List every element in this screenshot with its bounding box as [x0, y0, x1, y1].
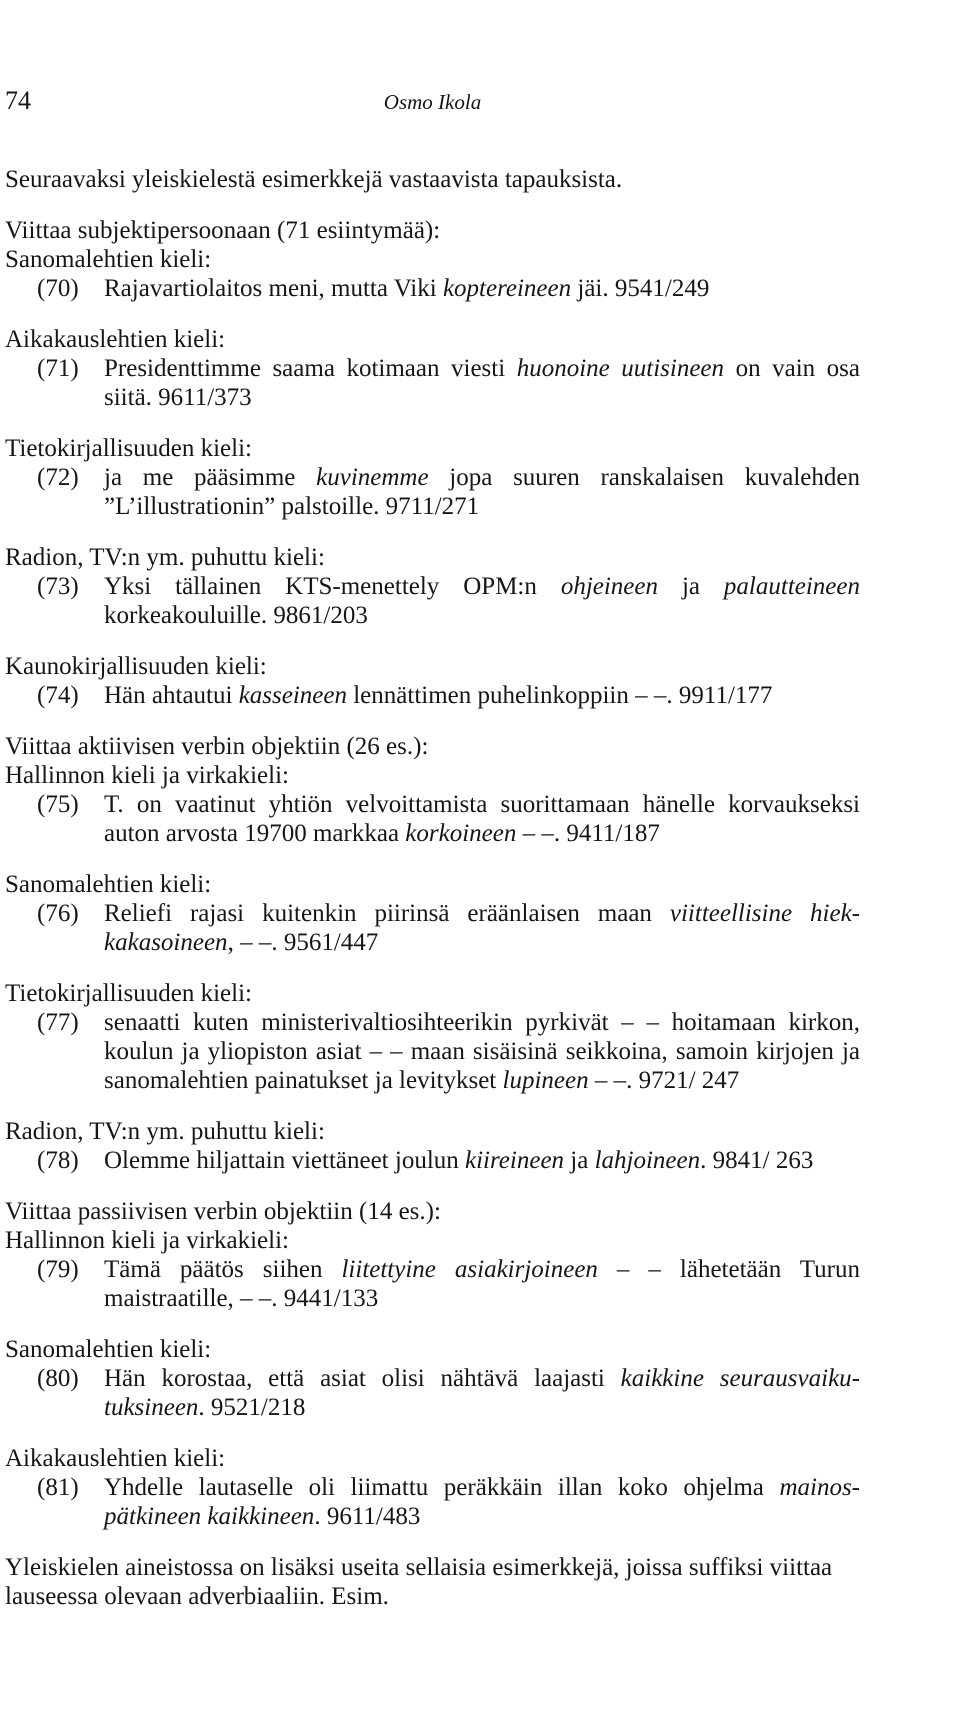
- example-text: [104, 681, 860, 710]
- text-run: ja: [658, 573, 724, 600]
- register-label: Tietokirjallisuuden kieli:: [5, 980, 252, 1007]
- text-run: Tämä päätös siihen: [104, 1256, 342, 1283]
- text-run: Hän ahtautui: [104, 682, 239, 709]
- register-label: Hallinnon kieli ja virkakieli:: [5, 1227, 289, 1254]
- text-run: ja me pääsimme: [104, 464, 317, 491]
- text-run: . 9611/483: [314, 1503, 421, 1530]
- text-run: ja: [564, 1147, 595, 1174]
- example-text: [104, 1146, 860, 1175]
- example-number: (74): [37, 682, 79, 709]
- text-run: , – –. 9561/447: [227, 929, 379, 956]
- example-number: (76): [37, 900, 79, 927]
- example-item: [5, 1473, 860, 1531]
- text-run: jäi. 9541/249: [571, 275, 710, 302]
- example-item: [5, 790, 860, 848]
- italic-term: koptereineen: [442, 275, 572, 302]
- text-run: Yhdelle lautaselle oli liimattu peräkkäin illan koko ohjelma: [104, 1474, 780, 1501]
- example-item: [5, 463, 860, 521]
- example-sections: [5, 216, 860, 1531]
- running-title: Osmo Ikola: [383, 90, 482, 114]
- example-text: [104, 1255, 860, 1313]
- example-text: [104, 1008, 860, 1095]
- page-header: [5, 86, 860, 126]
- example-text: [104, 1473, 860, 1531]
- example-item: [5, 274, 860, 303]
- italic-term: palautteineen: [723, 573, 860, 600]
- section-heading: Viittaa aktiivisen verbin objektiin (26 es.):: [5, 733, 429, 760]
- example-item: [5, 572, 860, 630]
- register-label: Radion, TV:n ym. puhuttu kieli:: [5, 1118, 325, 1145]
- example-item: [5, 354, 860, 412]
- example-item: [5, 1008, 860, 1095]
- text-run: Yksi tällainen KTS-menettely OPM:n: [104, 573, 561, 600]
- text-run: T. on vaatinut yhtiön velvoittamista suorittamaan hänelle korvaukseksi auton arvosta 19700 markkaa: [104, 791, 860, 847]
- example-text: [104, 1364, 860, 1422]
- text-run: on vain osa siitä. 9611/373: [104, 355, 861, 411]
- text-run: . 9521/218: [198, 1394, 306, 1421]
- register-label: Sanomalehtien kieli:: [5, 871, 212, 898]
- example-text: [104, 790, 860, 848]
- italic-term: ohjeineen: [560, 573, 658, 600]
- example-number: (73): [37, 573, 79, 600]
- example-number: (81): [37, 1474, 79, 1501]
- example-number: (80): [37, 1365, 79, 1392]
- example-number: (75): [37, 791, 79, 818]
- register-label: Aikakauslehtien kieli:: [5, 326, 226, 353]
- example-number: (71): [37, 355, 79, 382]
- text-run: Olemme hiljattain viettäneet joulun: [104, 1147, 466, 1174]
- example-number: (77): [37, 1009, 79, 1036]
- text-run: Hän korostaa, että asiat olisi nähtävä laajasti: [104, 1365, 621, 1392]
- text-run: senaatti kuten ministerivaltiosihteerikin pyrkivät – – hoitamaan kirkon, koulun ja yliopiston asiat – – maan sisäisinä seikkoina, samoin kirjojen ja sanomalehtien painatukset ja levitykset: [104, 1009, 860, 1094]
- example-item: [5, 1364, 860, 1422]
- intro-paragraph: Seuraavaksi yleiskielestä esimerkkejä vastaavista tapauksista.: [5, 166, 623, 193]
- example-number: (72): [37, 464, 79, 491]
- text-run: . 9841/ 263: [700, 1147, 814, 1174]
- text-run: Reliefi rajasi kuitenkin piirinsä eräänlaisen maan: [104, 900, 670, 927]
- example-item: [5, 899, 860, 957]
- example-text: [104, 274, 860, 303]
- italic-term: kaikkine seurausvaikutuksineen: [104, 1365, 860, 1421]
- example-number: (78): [37, 1147, 79, 1174]
- body-text: [5, 165, 860, 1611]
- italic-term: huonoine uutisineen: [516, 355, 725, 382]
- page-number: 74: [5, 86, 31, 115]
- text-run: – –. 9411/187: [516, 820, 660, 847]
- text-run: – – lähetetään Turun maistraatille, – –. 9441/133: [104, 1256, 860, 1312]
- example-item: [5, 681, 860, 710]
- text-run: – –. 9721/ 247: [588, 1067, 740, 1094]
- example-number: (70): [37, 275, 79, 302]
- register-label: Aikakauslehtien kieli:: [5, 1445, 226, 1472]
- register-label: Sanomalehtien kieli:: [5, 1336, 212, 1363]
- example-text: [104, 354, 860, 412]
- text-run: korkeakouluille. 9861/203: [104, 602, 368, 629]
- example-item: [5, 1146, 860, 1175]
- section-heading: Viittaa passiivisen verbin objektiin (14 es.):: [5, 1198, 441, 1225]
- example-text: [104, 899, 860, 957]
- italic-term: lupineen: [502, 1067, 589, 1094]
- italic-term: lahjoineen: [594, 1147, 701, 1174]
- italic-term: kiireineen: [465, 1147, 565, 1174]
- text-run: Presidenttimme saama kotimaan viesti: [104, 355, 517, 382]
- italic-term: liitettyine asiakirjoineen: [341, 1256, 598, 1283]
- text-run: lennättimen puhelinkoppiin – –. 9911/177: [346, 682, 773, 709]
- italic-term: viitteellisine hiekkakasoineen: [104, 900, 860, 956]
- outro-paragraph: Yleiskielen aineistossa on lisäksi useita sellaisia esimerkkejä, joissa suffiksi viittaa lauseessa olevaan adverbiaaliin. Esim.: [5, 1554, 833, 1610]
- text-run: jopa suuren ranskalaisen kuvalehden ”L’illustrationin” palstoille. 9711/271: [104, 464, 860, 520]
- italic-term: korkoineen: [405, 820, 517, 847]
- example-text: [104, 572, 860, 630]
- text-run: Rajavartiolaitos meni, mutta Viki: [104, 275, 443, 302]
- example-number: (79): [37, 1256, 79, 1283]
- example-item: [5, 1255, 860, 1313]
- italic-term: kuvinemme: [316, 464, 429, 491]
- register-label: Hallinnon kieli ja virkakieli:: [5, 762, 289, 789]
- register-label: Sanomalehtien kieli:: [5, 246, 212, 273]
- section-heading: Viittaa subjektipersoonaan (71 esiintymää):: [5, 217, 441, 244]
- register-label: Tietokirjallisuuden kieli:: [5, 435, 252, 462]
- register-label: Radion, TV:n ym. puhuttu kieli:: [5, 544, 325, 571]
- italic-term: kasseineen: [238, 682, 347, 709]
- italic-term: mainospätkineen kaikkineen: [104, 1474, 860, 1530]
- example-text: [104, 463, 860, 521]
- register-label: Kaunokirjallisuuden kieli:: [5, 653, 267, 680]
